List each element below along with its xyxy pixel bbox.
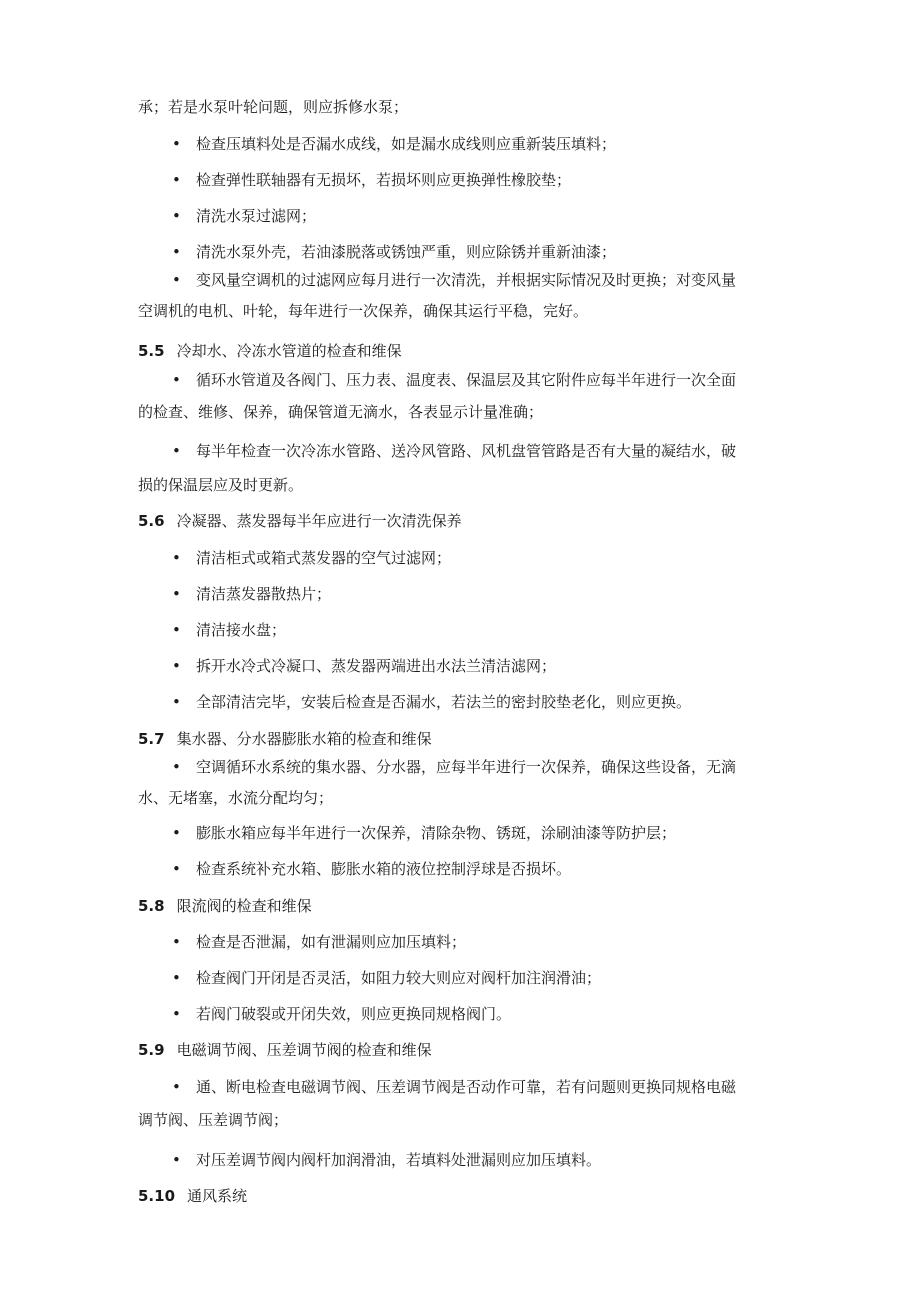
bullet-icon: • bbox=[172, 933, 181, 951]
bullet-icon: • bbox=[172, 549, 181, 567]
bullet-icon: • bbox=[172, 243, 181, 261]
section-number: 5.7 bbox=[138, 730, 165, 748]
list-item: 膨胀水箱应每半年进行一次保养，清除杂物、锈斑，涂刷油漆等防护层； bbox=[196, 824, 677, 842]
bullet-icon: • bbox=[172, 693, 181, 711]
bullet-icon: • bbox=[172, 758, 181, 776]
list-item-continuation: 损的保温层应及时更新。 bbox=[138, 476, 304, 494]
bullet-icon: • bbox=[172, 621, 181, 639]
list-item: 空调循环水系统的集水器、分水器，应每半年进行一次保养，确保这些设备，无滴 bbox=[196, 758, 737, 776]
bullet-icon: • bbox=[172, 207, 181, 225]
section-heading bbox=[138, 511, 462, 531]
bullet-icon: • bbox=[172, 271, 181, 289]
section-title: 限流阀的检查和维保 bbox=[176, 897, 312, 915]
bullet-icon: • bbox=[172, 171, 181, 189]
list-item: 循环水管道及各阀门、压力表、温度表、保温层及其它附件应每半年进行一次全面 bbox=[196, 371, 737, 389]
list-item: 检查压填料处是否漏水成线，如是漏水成线则应重新装压填料； bbox=[196, 135, 617, 153]
bullet-icon: • bbox=[172, 1151, 181, 1169]
section-number: 5.10 bbox=[138, 1187, 176, 1205]
bullet-icon: • bbox=[172, 442, 181, 460]
list-item: 全部清洁完毕，安装后检查是否漏水，若法兰的密封胶垫老化，则应更换。 bbox=[196, 693, 692, 711]
list-item: 清洗水泵外壳，若油漆脱落或锈蚀严重，则应除锈并重新油漆； bbox=[196, 243, 617, 261]
section-number: 5.5 bbox=[138, 342, 165, 360]
section-heading bbox=[138, 1040, 432, 1060]
list-item: 检查弹性联轴器有无损坏，若损坏则应更换弹性橡胶垫； bbox=[196, 171, 572, 189]
section-title: 集水器、分水器膨胀水箱的检查和维保 bbox=[176, 730, 432, 748]
bullet-icon: • bbox=[172, 824, 181, 842]
section-heading bbox=[138, 1186, 247, 1206]
list-item: 清洁柜式或箱式蒸发器的空气过滤网； bbox=[196, 549, 452, 567]
bullet-icon: • bbox=[172, 585, 181, 603]
bullet-icon: • bbox=[172, 135, 181, 153]
list-item: 检查是否泄漏，如有泄漏则应加压填料； bbox=[196, 933, 467, 951]
list-item: 变风量空调机的过滤网应每月进行一次清洗，并根据实际情况及时更换；对变风量 bbox=[196, 271, 737, 289]
list-item: 通、断电检查电磁调节阀、压差调节阀是否动作可靠，若有问题则更换同规格电磁 bbox=[196, 1078, 737, 1096]
bullet-icon: • bbox=[172, 1005, 181, 1023]
list-item: 每半年检查一次冷冻水管路、送冷风管路、风机盘管管路是否有大量的凝结水，破 bbox=[196, 442, 737, 460]
section-number: 5.9 bbox=[138, 1041, 165, 1059]
list-item-continuation: 调节阀、压差调节阀； bbox=[138, 1111, 289, 1129]
bullet-icon: • bbox=[172, 860, 181, 878]
section-title: 冷凝器、蒸发器每半年应进行一次清洗保养 bbox=[176, 512, 462, 530]
list-item: 拆开水冷式冷凝口、蒸发器两端进出水法兰清洁滤网； bbox=[196, 657, 557, 675]
bullet-icon: • bbox=[172, 371, 181, 389]
section-number: 5.8 bbox=[138, 897, 165, 915]
list-item: 若阀门破裂或开闭失效，则应更换同规格阀门。 bbox=[196, 1005, 512, 1023]
list-item: 对压差调节阀内阀杆加润滑油，若填料处泄漏则应加压填料。 bbox=[196, 1151, 602, 1169]
list-item: 清洁接水盘； bbox=[196, 621, 287, 639]
list-item-continuation: 的检查、维修、保养，确保管道无滴水，各表显示计量准确； bbox=[138, 403, 544, 421]
section-number: 5.6 bbox=[138, 512, 165, 530]
list-item: 检查阀门开闭是否灵活，如阻力较大则应对阀杆加注润滑油； bbox=[196, 969, 602, 987]
section-heading bbox=[138, 729, 432, 749]
list-item-continuation: 水、无堵塞，水流分配均匀； bbox=[138, 789, 334, 807]
section-title: 电磁调节阀、压差调节阀的检查和维保 bbox=[176, 1041, 432, 1059]
section-title: 冷却水、冷冻水管道的检查和维保 bbox=[176, 342, 402, 360]
list-item: 检查系统补充水箱、膨胀水箱的液位控制浮球是否损坏。 bbox=[196, 860, 572, 878]
list-item-continuation: 空调机的电机、叶轮，每年进行一次保养，确保其运行平稳，完好。 bbox=[138, 302, 589, 320]
list-item: 清洁蒸发器散热片； bbox=[196, 585, 332, 603]
bullet-icon: • bbox=[172, 969, 181, 987]
section-title: 通风系统 bbox=[187, 1187, 248, 1205]
paragraph-line: 承；若是水泵叶轮问题，则应拆修水泵； bbox=[138, 98, 409, 116]
section-heading bbox=[138, 896, 312, 916]
bullet-icon: • bbox=[172, 1078, 181, 1096]
bullet-icon: • bbox=[172, 657, 181, 675]
section-heading bbox=[138, 341, 402, 361]
list-item: 清洗水泵过滤网； bbox=[196, 207, 317, 225]
